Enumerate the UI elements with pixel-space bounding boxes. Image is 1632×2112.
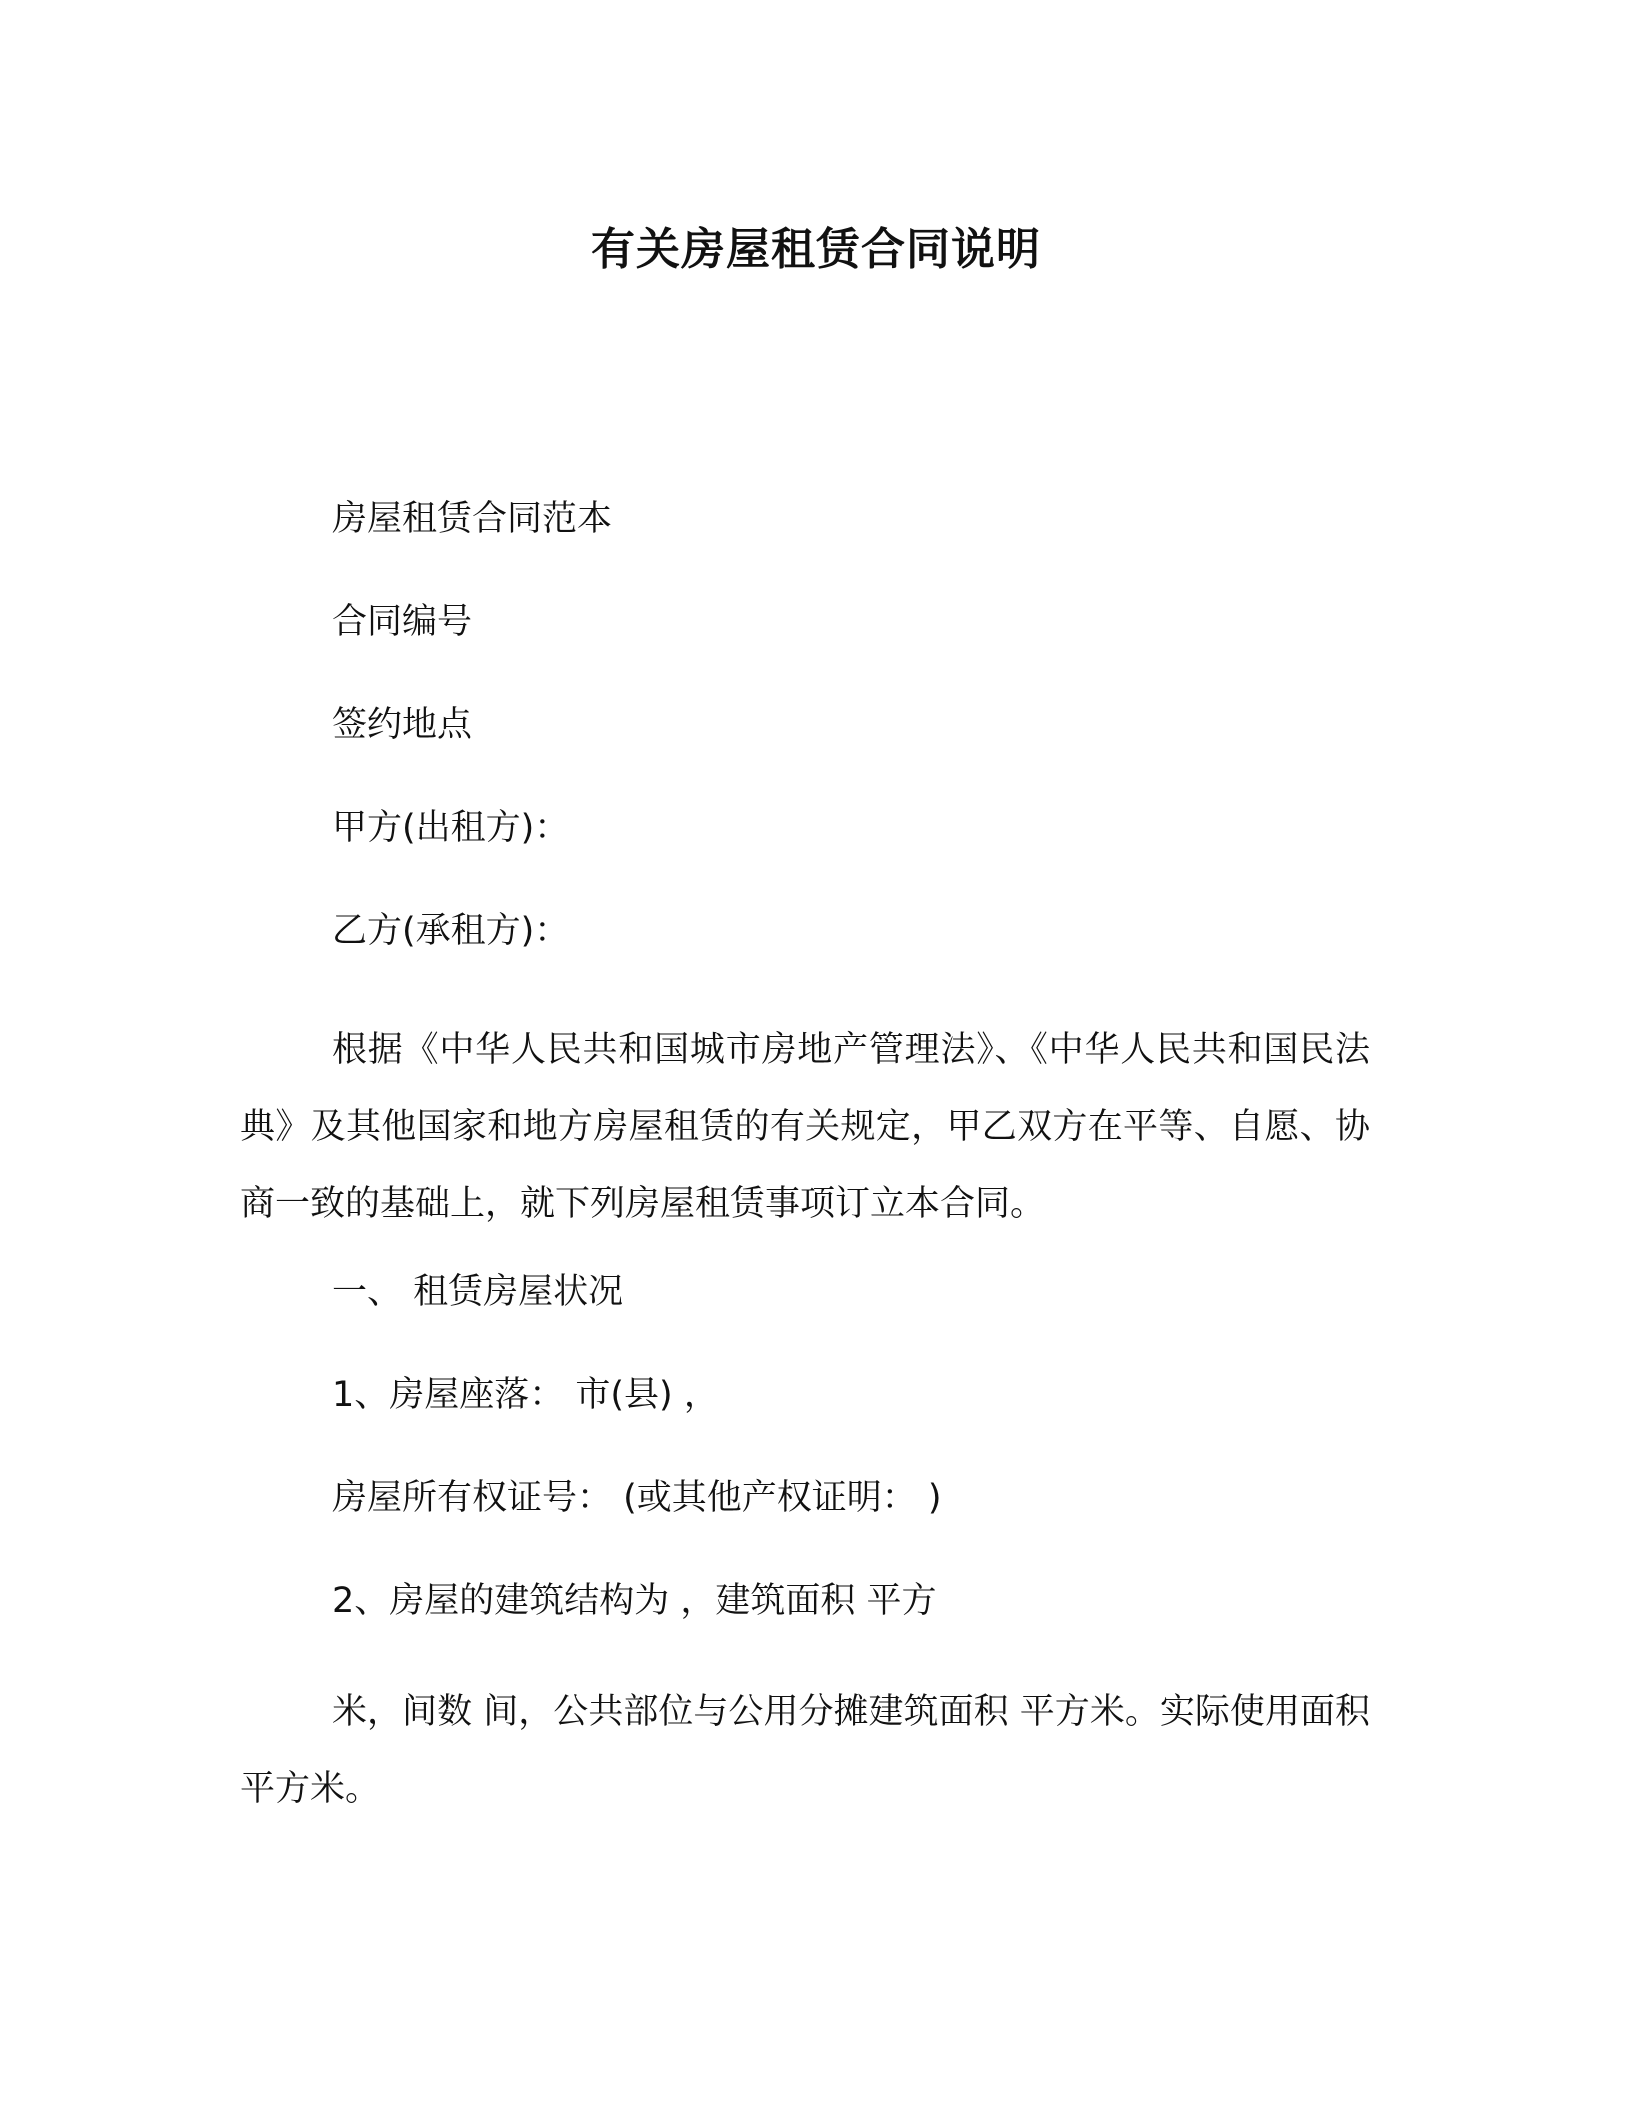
preamble-paragraph: 根据《中华人民共和国城市房地产管理法》、《中华人民共和国民法典》及其他国家和地方房屋租赁的有关规定，甲乙双方在平等、自愿、协商一致的基础上，就下列房屋租赁事项订立本合同。 bbox=[240, 1030, 1370, 1224]
contract-number-label: 合同编号 bbox=[332, 602, 473, 642]
section-heading: 一、 租赁房屋状况 bbox=[332, 1272, 624, 1312]
document-title: 有关房屋租赁合同说明 bbox=[591, 224, 1041, 275]
signing-location-label: 签约地点 bbox=[332, 705, 473, 745]
building-structure-item: 2、房屋的建筑结构为 ，建筑面积 平方 bbox=[332, 1581, 937, 1621]
ownership-certificate-item: 房屋所有权证号： (或其他产权证明： ) bbox=[332, 1478, 942, 1518]
area-paragraph: 米，间数 间，公共部位与公用分摊建筑面积 平方米。实际使用面积 平方米。 bbox=[240, 1692, 1370, 1809]
contract-template-label: 房屋租赁合同范本 bbox=[332, 499, 613, 539]
party-b-label: 乙方(承租方)： bbox=[332, 911, 570, 951]
house-location-item: 1、房屋座落： 市(县) ， bbox=[332, 1375, 719, 1415]
party-a-label: 甲方(出租方)： bbox=[332, 808, 570, 848]
